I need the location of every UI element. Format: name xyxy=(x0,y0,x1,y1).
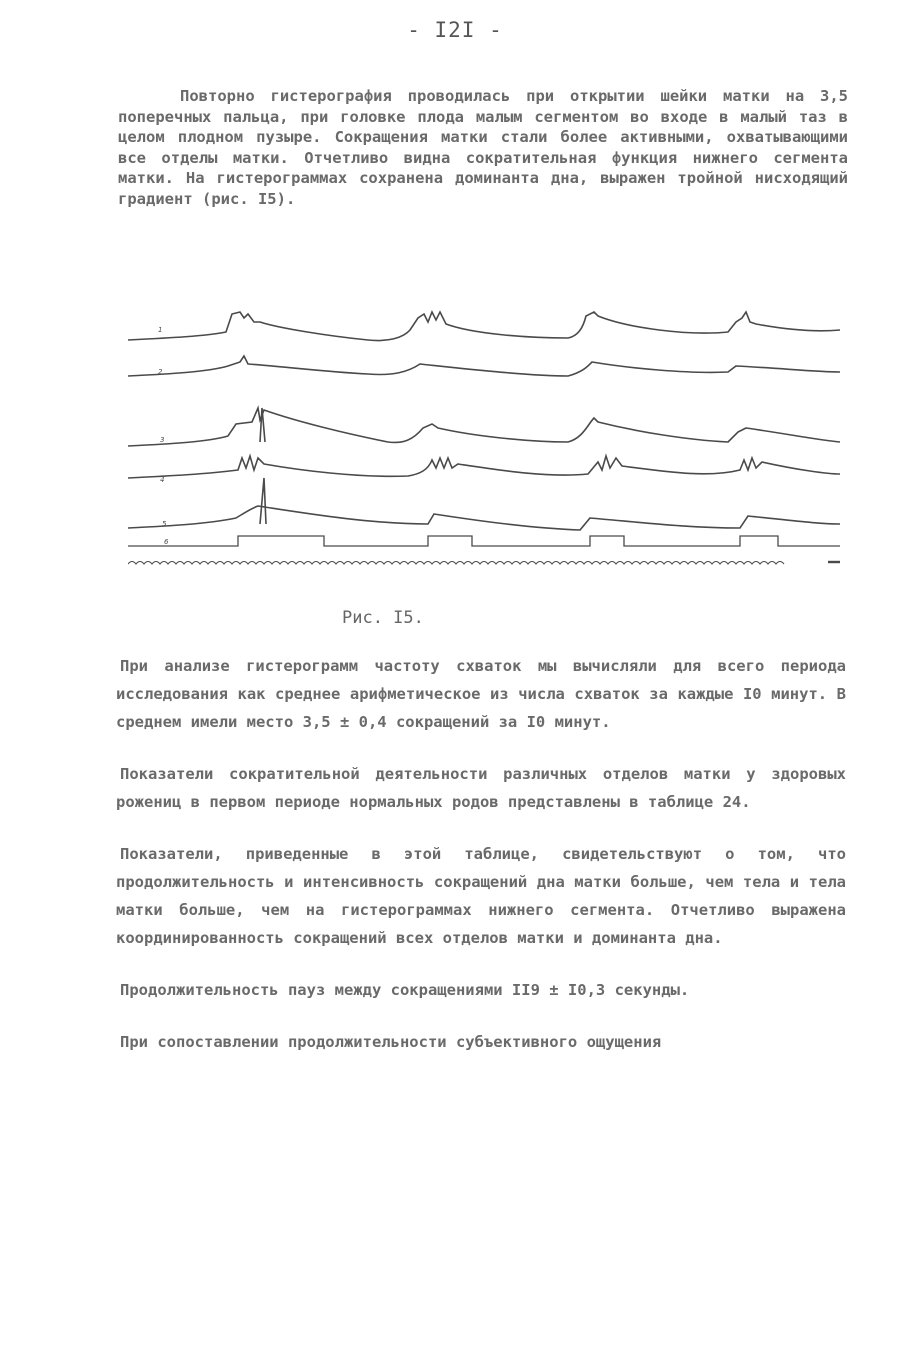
channel-label-6: 6 xyxy=(164,538,169,546)
paragraph: Продолжительность пауз между сокращениями II9 ± I0,3 секунды. xyxy=(120,981,690,999)
intro-paragraph-text: Повторно гистерография проводилась при открытии шейки матки на 3,5 поперечных пальца, при головке плода малым сегментом во входе в малый таз в целом плодном пузыре. Сокращения матки стали более активными, охватывающими все отделы матки. Отчетливо видна сократительная функция нижнего сегмента матки. На гистерограммах сохранена доминанта дна, выражен тройной нисходящий градиент (рис. I5). xyxy=(118,87,848,208)
channel-label-3: 3 xyxy=(160,436,165,444)
hysterogram-figure xyxy=(128,292,840,572)
figure-caption: Рис. I5. xyxy=(342,608,424,628)
hysterogram-traces xyxy=(128,292,840,572)
channel-label-5: 5 xyxy=(162,520,167,528)
paragraph: Показатели сократительной деятельности различных отделов матки у здоровых рожениц в первом периоде нормальных родов представлены в таблице 24. xyxy=(116,765,846,811)
paragraph: При сопоставлении продолжительности субъективного ощущения xyxy=(120,1033,662,1051)
trace-1 xyxy=(128,312,840,341)
trace-6 xyxy=(128,536,840,546)
time-marker xyxy=(128,562,784,565)
paragraph: При анализе гистерограмм частоту схваток мы вычисляли для всего периода исследования как среднее арифметическое из числа схваток за каждые I0 минут. В среднем имели место 3,5 ± 0,4 сокращений за I0 минут. xyxy=(116,657,846,731)
trace-3-spike xyxy=(260,408,265,442)
intro-paragraph xyxy=(118,86,848,209)
body-text xyxy=(116,652,846,1080)
channel-label-1: 1 xyxy=(158,326,163,334)
channel-label-2: 2 xyxy=(158,368,163,376)
channel-label-4: 4 xyxy=(160,476,165,484)
trace-3 xyxy=(128,408,840,446)
trace-5-spike xyxy=(260,478,266,524)
trace-2 xyxy=(128,356,840,376)
trace-5 xyxy=(128,506,840,530)
page-number: - I2I - xyxy=(407,18,503,42)
trace-4 xyxy=(128,456,840,478)
paragraph: Показатели, приведенные в этой таблице, свидетельствуют о том, что продолжительность и интенсивность сокращений дна матки больше, чем тела и тела матки больше, чем на гистерограммах нижнего сегмента. Отчетливо выражена координированность сокращений всех отделов матки и доминанта дна. xyxy=(116,845,846,947)
